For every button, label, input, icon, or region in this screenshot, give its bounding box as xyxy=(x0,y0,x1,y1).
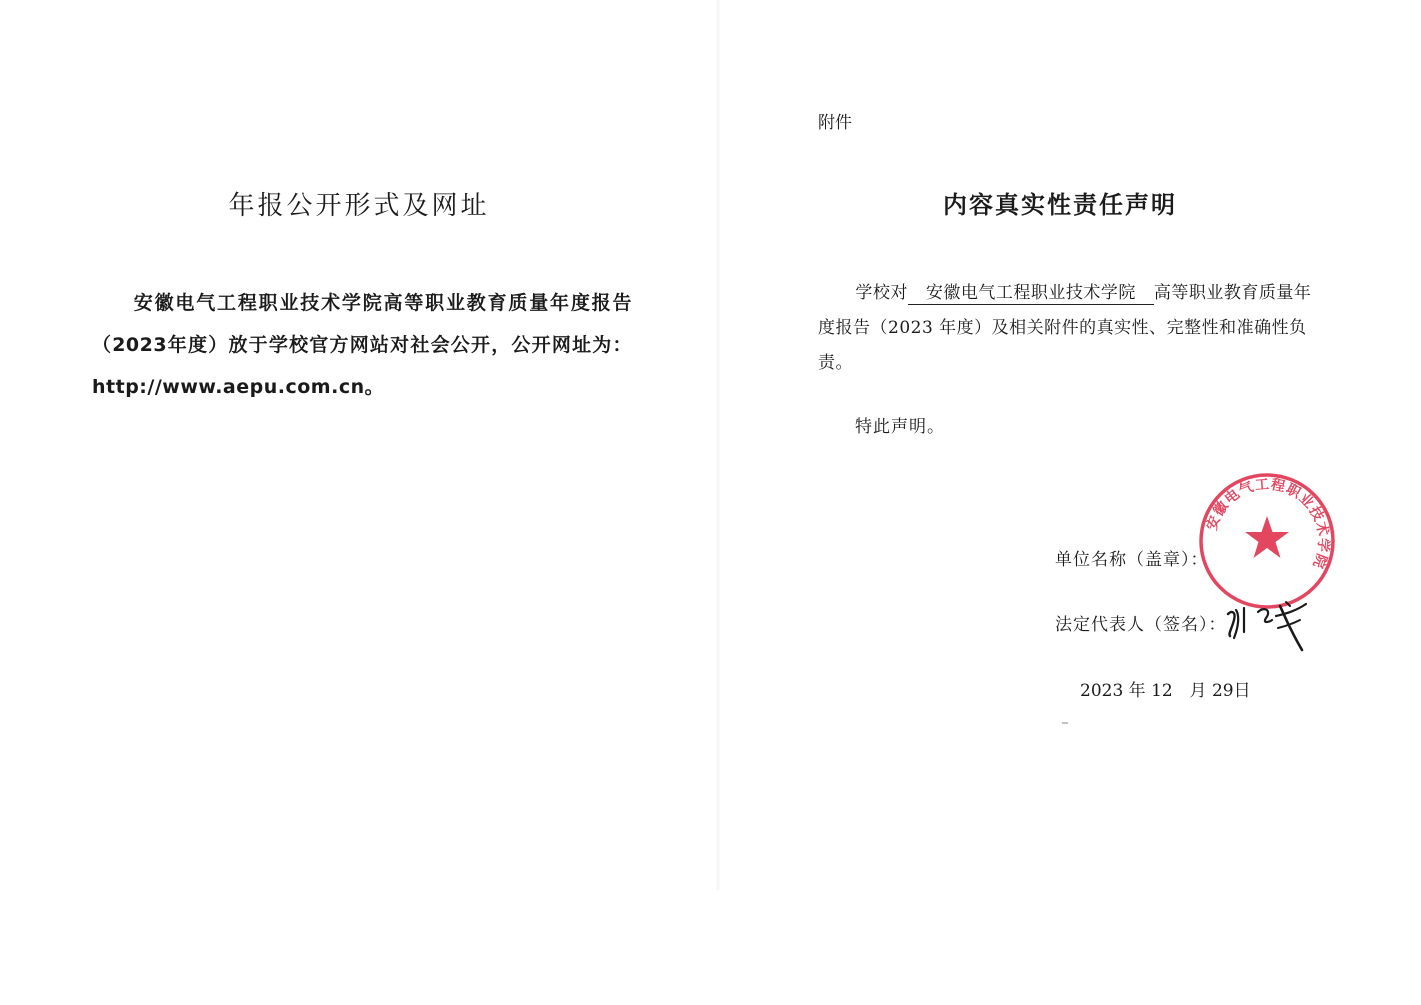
svg-text:安徽电气工程职业技术学院: 安徽电气工程职业技术学院 xyxy=(1204,476,1332,572)
attachment-label: 附件 xyxy=(818,113,852,133)
unit-name-label: 单位名称（盖章）： xyxy=(1055,550,1209,570)
date-month: 12 xyxy=(1151,681,1173,701)
date-year-unit: 年 xyxy=(1128,681,1146,701)
body-prefix: 学校对 xyxy=(855,283,908,303)
legal-representative-label: 法定代表人（签名）： xyxy=(1055,615,1227,635)
declaration-date xyxy=(1080,676,1251,701)
scan-mark xyxy=(1062,722,1068,724)
date-year: 2023 xyxy=(1080,681,1124,701)
declaration-body xyxy=(818,276,1313,381)
handwritten-signature xyxy=(1222,592,1314,658)
page-seam xyxy=(716,0,720,890)
date-day: 29 xyxy=(1211,681,1234,701)
declaration-title: 内容真实性责任声明 xyxy=(943,191,1177,219)
date-month-unit: 月 xyxy=(1189,681,1207,701)
left-page-body: 安徽电气工程职业技术学院高等职业教育质量年度报告（2023年度）放于学校官方网站对社会公开，公开网址为：http://www.aepu.com.cn。 xyxy=(92,292,632,398)
left-page-title: 年报公开形式及网址 xyxy=(228,191,490,221)
official-seal-icon xyxy=(1196,470,1338,612)
date-day-unit: 日 xyxy=(1233,681,1251,701)
special-statement: 特此声明。 xyxy=(855,417,945,437)
school-name-blank: 安徽电气工程职业技术学院 xyxy=(908,282,1154,305)
body-suffix: 高等职业教育质量年度报告（2023 年度）及相关附件的真实性、完整性和准确性负责。 xyxy=(818,283,1312,373)
